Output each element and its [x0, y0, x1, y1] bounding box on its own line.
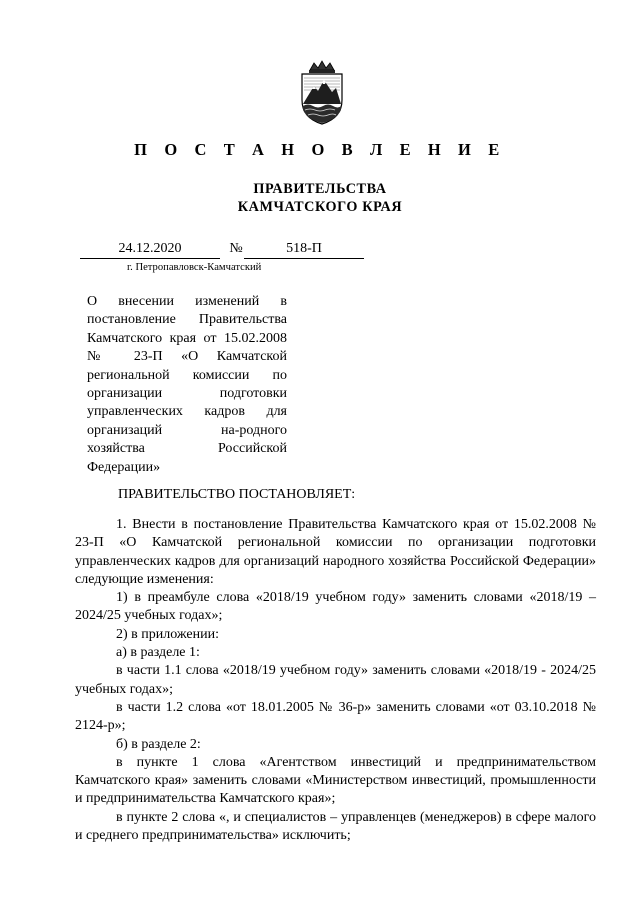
document-date: 24.12.2020 — [80, 241, 220, 259]
paragraph: 1. Внести в постановление Правительства Камчатского края от 15.02.2008 № 23-П «О Камчатской региональной комиссии по организации подготовки управленческих кадров для организаций народного хозяйства Российской Федерации» следующие изменения: — [75, 517, 596, 587]
decree-verb: ПРАВИТЕЛЬСТВО ПОСТАНОВЛЯЕТ: — [118, 487, 356, 502]
issuer-line-1: ПРАВИТЕЛЬСТВА — [253, 181, 387, 197]
paragraph: б) в разделе 2: — [116, 736, 201, 752]
paragraph: а) в разделе 1: — [116, 645, 200, 661]
paragraph: в пункте 2 слова «, и специалистов – управленцев (менеджеров) в сфере малого и среднего предпринимательства» исключить; — [75, 809, 596, 844]
issuer-line-2: КАМЧАТСКОГО КРАЯ — [237, 199, 403, 215]
coat-of-arms-emblem — [296, 60, 348, 126]
paragraph: 2) в приложении: — [116, 626, 219, 642]
document-number: 518-П — [244, 241, 364, 259]
city-name: г. Петропавловск-Камчатский — [127, 262, 262, 273]
paragraph: в части 1.2 слова «от 18.01.2005 № 36-р» заменить словами «от 03.10.2018 № 2124-р»; — [75, 699, 596, 734]
paragraph: в части 1.1 слова «2018/19 учебном году» заменить словами «2018/19 - 2024/25 учебных годах»; — [75, 663, 596, 697]
paragraph: 1) в преамбуле слова «2018/19 учебном году» заменить словами «2018/19 – 2024/25 учебных годах»; — [75, 590, 596, 624]
paragraph: в пункте 1 слова «Агентством инвестиций и предпринимательством Камчатского края» заменить словами «Министерством инвестиций, промышленности и предпринимательства Камчатского края»; — [75, 754, 596, 807]
number-sign: № — [229, 241, 243, 256]
document-title: П О С Т А Н О В Л Е Н И Е — [134, 140, 506, 159]
document-subject: О внесении изменений в постановление Правительства Камчатского края от 15.02.2008 № 23-П «О Камчатской региональной комиссии по организации подготовки управленческих кадров для организаций на-родного хозяйства Российской Федерации» — [87, 294, 287, 475]
document-body — [75, 516, 596, 845]
